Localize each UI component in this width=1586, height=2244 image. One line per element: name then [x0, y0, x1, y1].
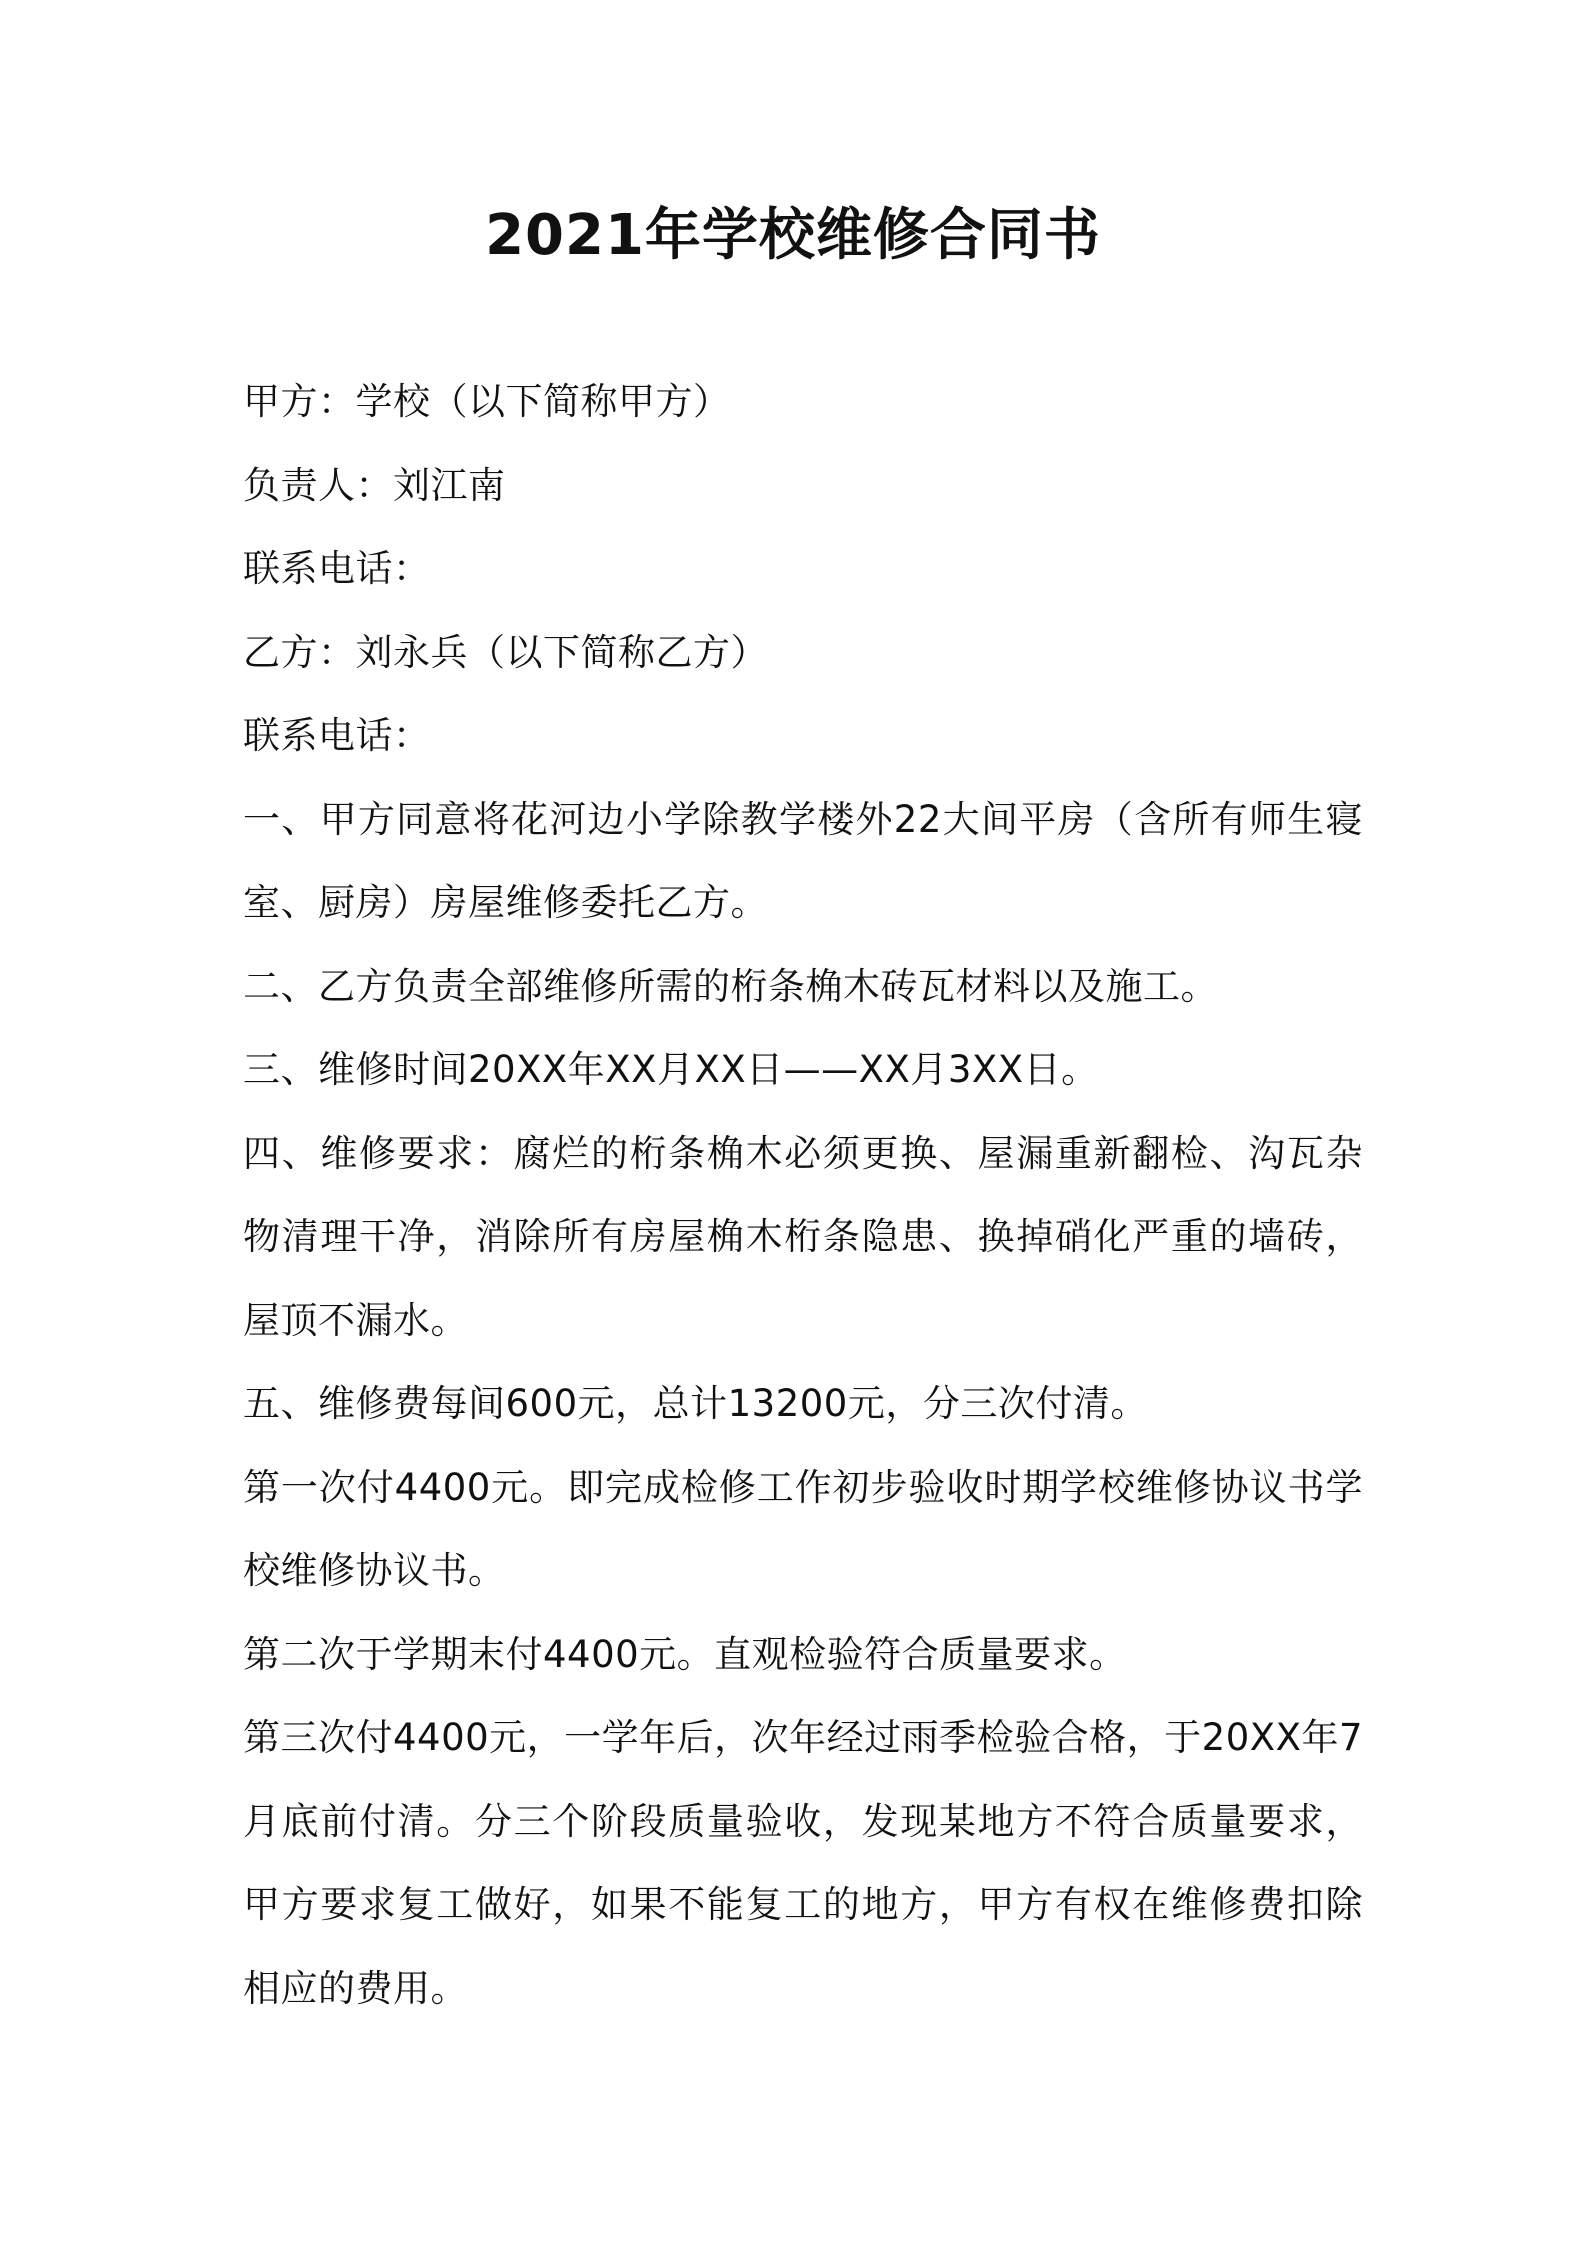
- party-a-line: 甲方：学校（以下简称甲方）: [243, 380, 731, 423]
- party-a-phone-line: 联系电话：: [243, 547, 431, 590]
- clause-2: 二、乙方负责全部维修所需的桁条桷木砖瓦材料以及施工。: [243, 964, 1218, 1008]
- party-b-line: 乙方：刘永兵（以下简称乙方）: [243, 630, 768, 674]
- clause-1: 一、甲方同意将花河边小学除教学楼外22大间平房（含所有师生寝室、厨房）房屋维修委托乙方。: [243, 797, 1363, 924]
- payment-first: 第一次付4400元。即完成检修工作初步验收时期学校维修协议书学校维修协议书。: [243, 1465, 1363, 1592]
- clause-4: 四、维修要求：腐烂的桁条桷木必须更换、屋漏重新翻检、沟瓦杂物清理干净，消除所有房屋桷木桁条隐患、换掉硝化严重的墙砖，屋顶不漏水。: [243, 1131, 1363, 1342]
- document-title: 2021年学校维修合同书: [485, 203, 1101, 268]
- clause-5: 五、维修费每间600元，总计13200元，分三次付清。: [243, 1382, 1148, 1425]
- party-b-phone-line: 联系电话：: [243, 714, 431, 757]
- clause-3: 三、维修时间20XX年XX月XX日——XX月3XX日。: [243, 1048, 1099, 1091]
- payment-third: 第三次付4400元，一学年后，次年经过雨季检验合格，于20XX年7月底前付清。分三个阶段质量验收，发现某地方不符合质量要求，甲方要求复工做好，如果不能复工的地方，甲方有权在维修费扣除相应的费用。: [243, 1716, 1363, 2010]
- payment-second: 第二次于学期末付4400元。直观检验符合质量要求。: [243, 1632, 1127, 1676]
- document-body: [243, 360, 1363, 2030]
- responsible-person-line: 负责人：刘江南: [243, 463, 506, 507]
